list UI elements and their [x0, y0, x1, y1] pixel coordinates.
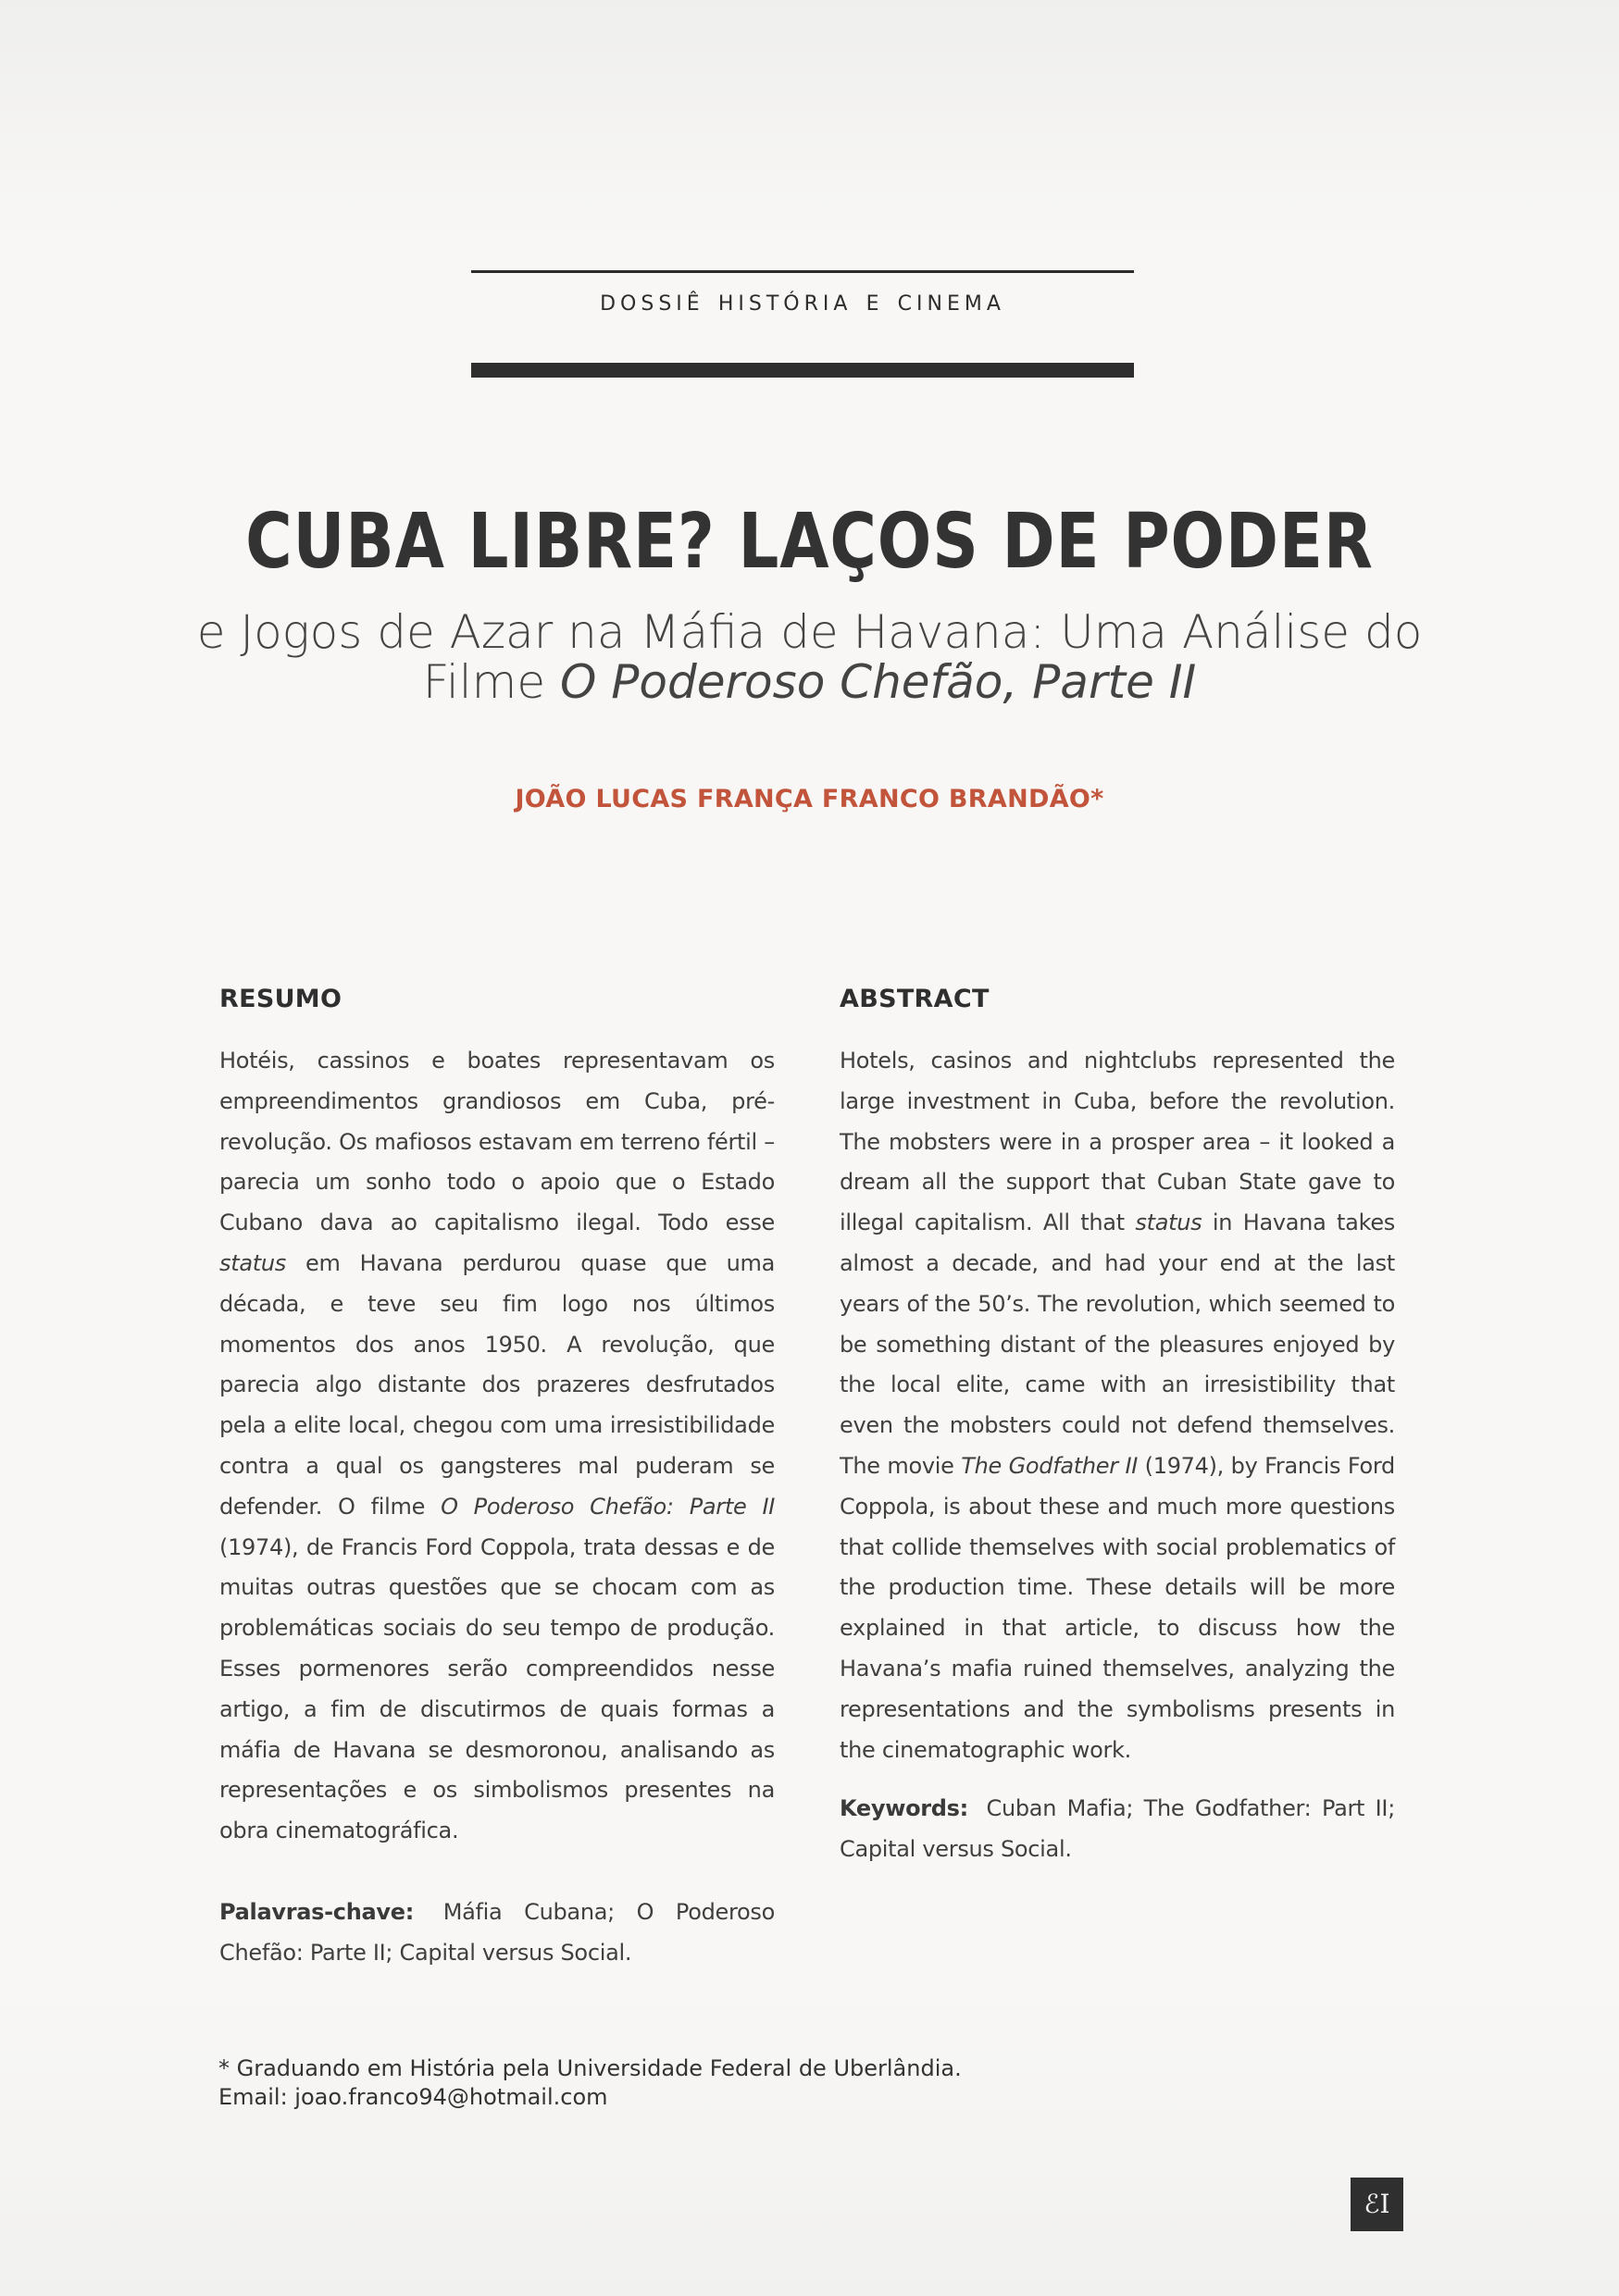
- article-title: CUBA LIBRE? LAÇOS DE PODER: [245, 498, 1374, 586]
- abstract-text-3: (1974), by Francis Ford Coppola, is about these and much more questions that collide themselves with social problematics of the production time. These details will be more explained in that article, to discuss how the Havana’s mafia ruined themselves, analyzing the representations and the symbolisms presents in the cinematographic work.: [840, 1452, 1395, 1763]
- abstract-heading: ABSTRACT: [840, 985, 990, 1013]
- abstract-keywords: [840, 1789, 1395, 1870]
- author-name: JOÃO LUCAS FRANÇA FRANCO BRANDÃO*: [515, 785, 1104, 813]
- author-footnote: [218, 2054, 1237, 2112]
- resumo-heading: RESUMO: [219, 985, 342, 1013]
- header-top-rule: [471, 270, 1134, 273]
- journal-logo-badge: ℰΙ: [1351, 2178, 1403, 2231]
- resumo-text-3: (1974), de Francis Ford Coppola, trata dessas e de muitas outras questões que se chocam com as problemáticas sociais do seu tempo de produção. Esses pormenores serão compreendidos nesse artigo, a fim de discutirmos de quais formas a máfia de Havana se desmoronou, analisando as representações e os simbolismos presentes na obra cinematográfica.: [219, 1533, 775, 1844]
- abstract-column: [840, 985, 1395, 1870]
- subtitle-film-title: O Poderoso Chefão, Parte II: [560, 655, 1197, 709]
- abstract-text-1: Hotels, casinos and nightclubs represented the large investment in Cuba, before the revolution. The mobsters were in a prosper area – it looked a dream all the support that Cuban State gave to illegal capitalism. All that: [840, 1048, 1395, 1236]
- abstract-body: [840, 1041, 1395, 1770]
- resumo-keywords-label: Palavras-chave:: [219, 1898, 415, 1925]
- resumo-body: [219, 1041, 775, 1852]
- resumo-status-italic: status: [219, 1249, 286, 1276]
- article-subtitle: [185, 607, 1434, 707]
- footnote-affiliation: * Graduando em História pela Universidade Federal de Uberlândia.: [218, 2055, 962, 2081]
- abstract-film-italic: The Godfather II: [961, 1452, 1139, 1479]
- abstract-text-2: in Havana takes almost a decade, and had your end at the last years of the 50’s. The revolution, which seemed to be something distant of the pleasures enjoyed by the local elite, came with an irresistibility that even the mobsters could not defend themselves. The movie: [840, 1210, 1395, 1479]
- resumo-keywords-text: Máfia Cubana; O Poderoso Chefão: Parte II; Capital versus Social.: [219, 1898, 775, 1966]
- abstract-keywords-label: Keywords:: [840, 1795, 968, 1822]
- resumo-keywords: [219, 1893, 775, 1974]
- subtitle-line-2-prefix: Filme: [422, 655, 560, 709]
- resumo-text-1: Hotéis, cassinos e boates representavam os empreendimentos grandiosos em Cuba, pré-revolução. Os mafiosos estavam em terreno fértil – parecia um sonho todo o apoio que o Estado Cubano dava ao capitalismo ilegal. Todo esse: [219, 1048, 775, 1236]
- section-label: dossiê história e cinema: [600, 282, 1005, 317]
- resumo-text-2: em Havana perdurou quase que uma década, e teve seu fim logo nos últimos momentos dos anos 1950. A revolução, que parecia algo distante dos prazeres desfrutados pela a elite local, chegou com uma irresistibilidade contra a qual os gangsteres mal puderam se defender. O filme: [219, 1249, 775, 1520]
- footnote-email: Email: joao.franco94@hotmail.com: [218, 2084, 608, 2110]
- header-bottom-rule: [471, 363, 1134, 378]
- abstract-status-italic: status: [1135, 1210, 1202, 1236]
- subtitle-line-1: e Jogos de Azar na Máfia de Havana: Uma Análise do: [196, 605, 1423, 659]
- resumo-column: [219, 985, 775, 1974]
- abstract-keywords-text: Cuban Mafia; The Godfather: Part II; Capital versus Social.: [840, 1795, 1395, 1863]
- resumo-film-italic: O Poderoso Chefão: Parte II: [441, 1493, 775, 1520]
